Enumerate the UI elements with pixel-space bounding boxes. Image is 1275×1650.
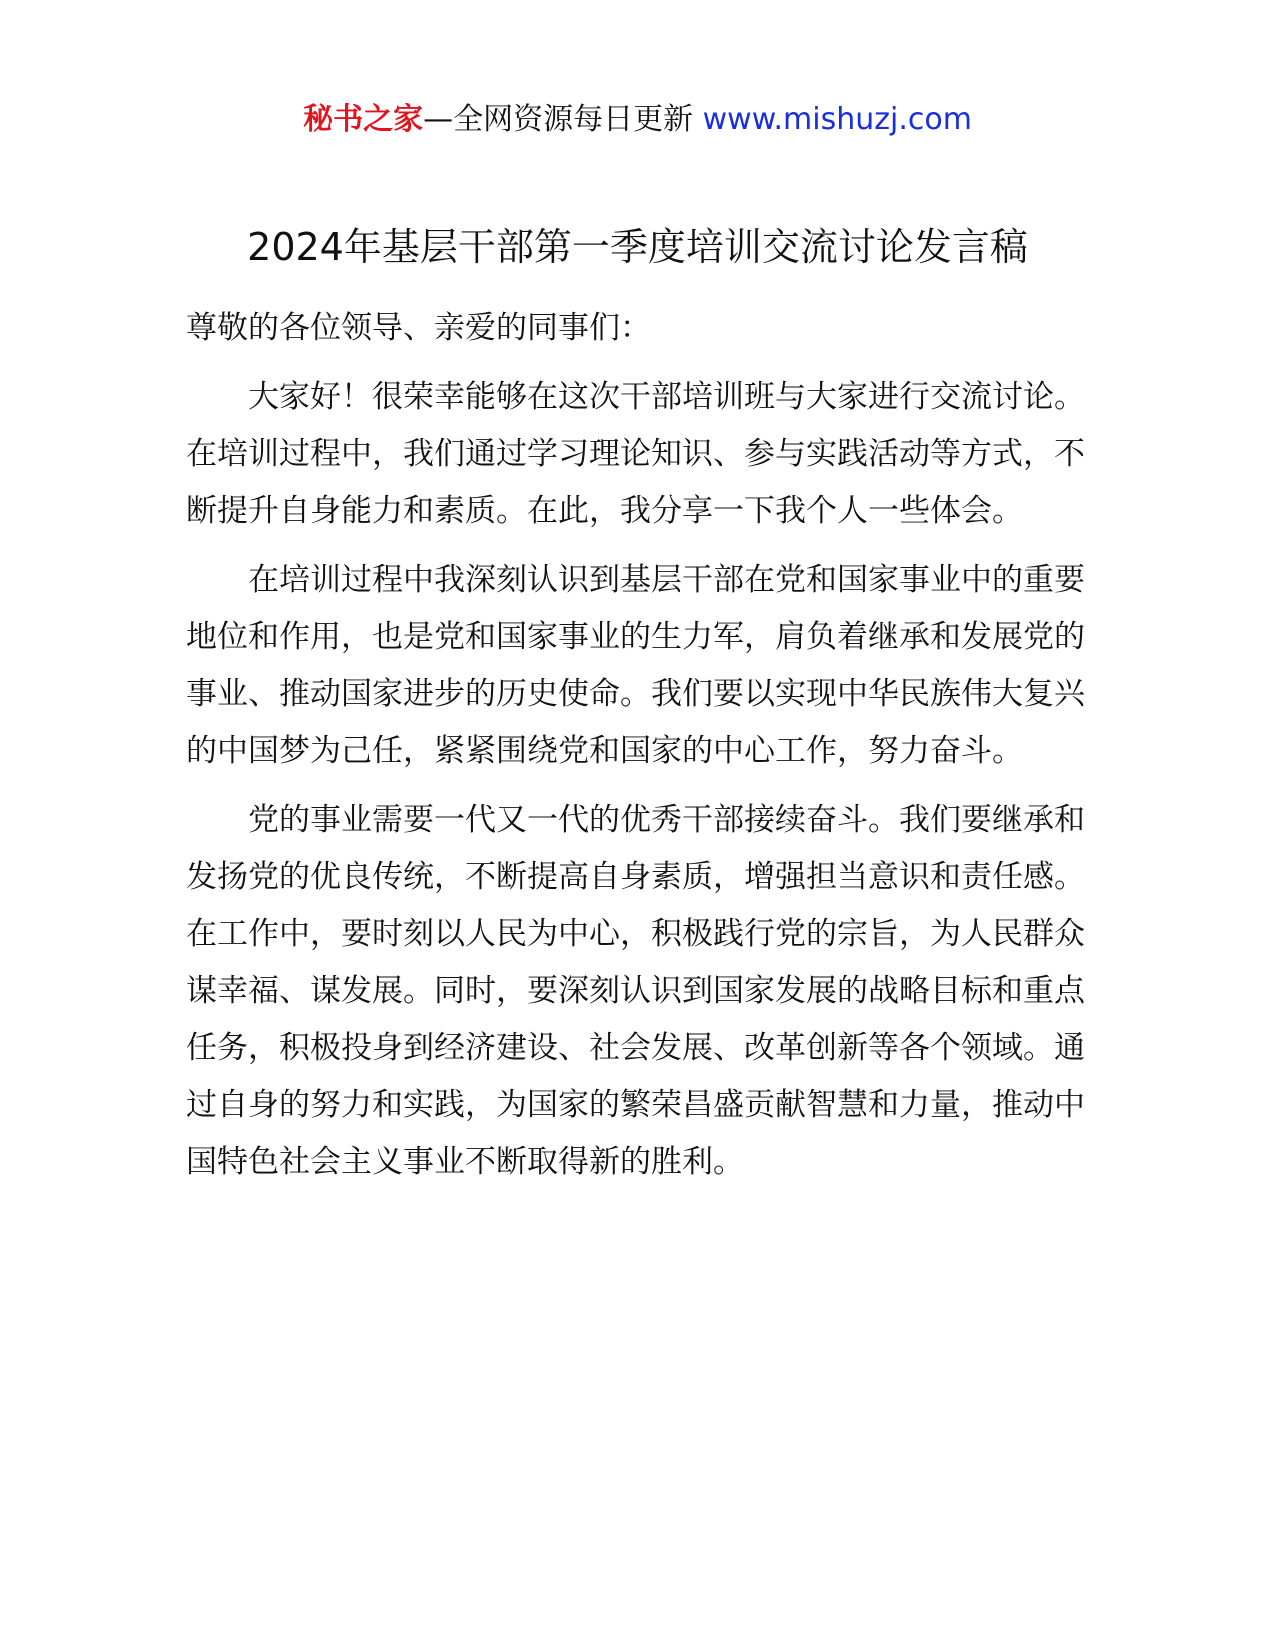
document-title: 2024年基层干部第一季度培训交流讨论发言稿 <box>247 225 1028 269</box>
site-tagline: —全网资源每日更新 <box>423 102 694 137</box>
site-url-link[interactable]: www.mishuzj.com <box>702 102 972 137</box>
salutation: 尊敬的各位领导、亲爱的同事们： <box>186 310 651 346</box>
site-name: 秘书之家 <box>303 102 424 137</box>
paragraph-1: 大家好！很荣幸能够在这次干部培训班与大家进行交流讨论。在培训过程中，我们通过学习理论知识、参与实践活动等方式，不断提升自身能力和素质。在此，我分享一下我个人一些体会。 <box>186 379 1085 529</box>
site-header <box>0 100 1275 140</box>
paragraph-3: 党的事业需要一代又一代的优秀干部接续奋斗。我们要继承和发扬党的优良传统，不断提高自身素质，增强担当意识和责任感。在工作中，要时刻以人民为中心，积极践行党的宗旨，为人民群众谋幸福、谋发展。同时，要深刻认识到国家发展的战略目标和重点任务，积极投身到经济建设、社会发展、改革创新等各个领域。通过自身的努力和实践，为国家的繁荣昌盛贡献智慧和力量，推动中国特色社会主义事业不断取得新的胜利。 <box>186 802 1085 1180</box>
paragraph-2: 在培训过程中我深刻认识到基层干部在党和国家事业中的重要地位和作用，也是党和国家事业的生力军，肩负着继承和发展党的事业、推动国家进步的历史使命。我们要以实现中华民族伟大复兴的中国梦为己任，紧紧围绕党和国家的中心工作，努力奋斗。 <box>186 562 1085 769</box>
document-body <box>186 300 1106 1203</box>
